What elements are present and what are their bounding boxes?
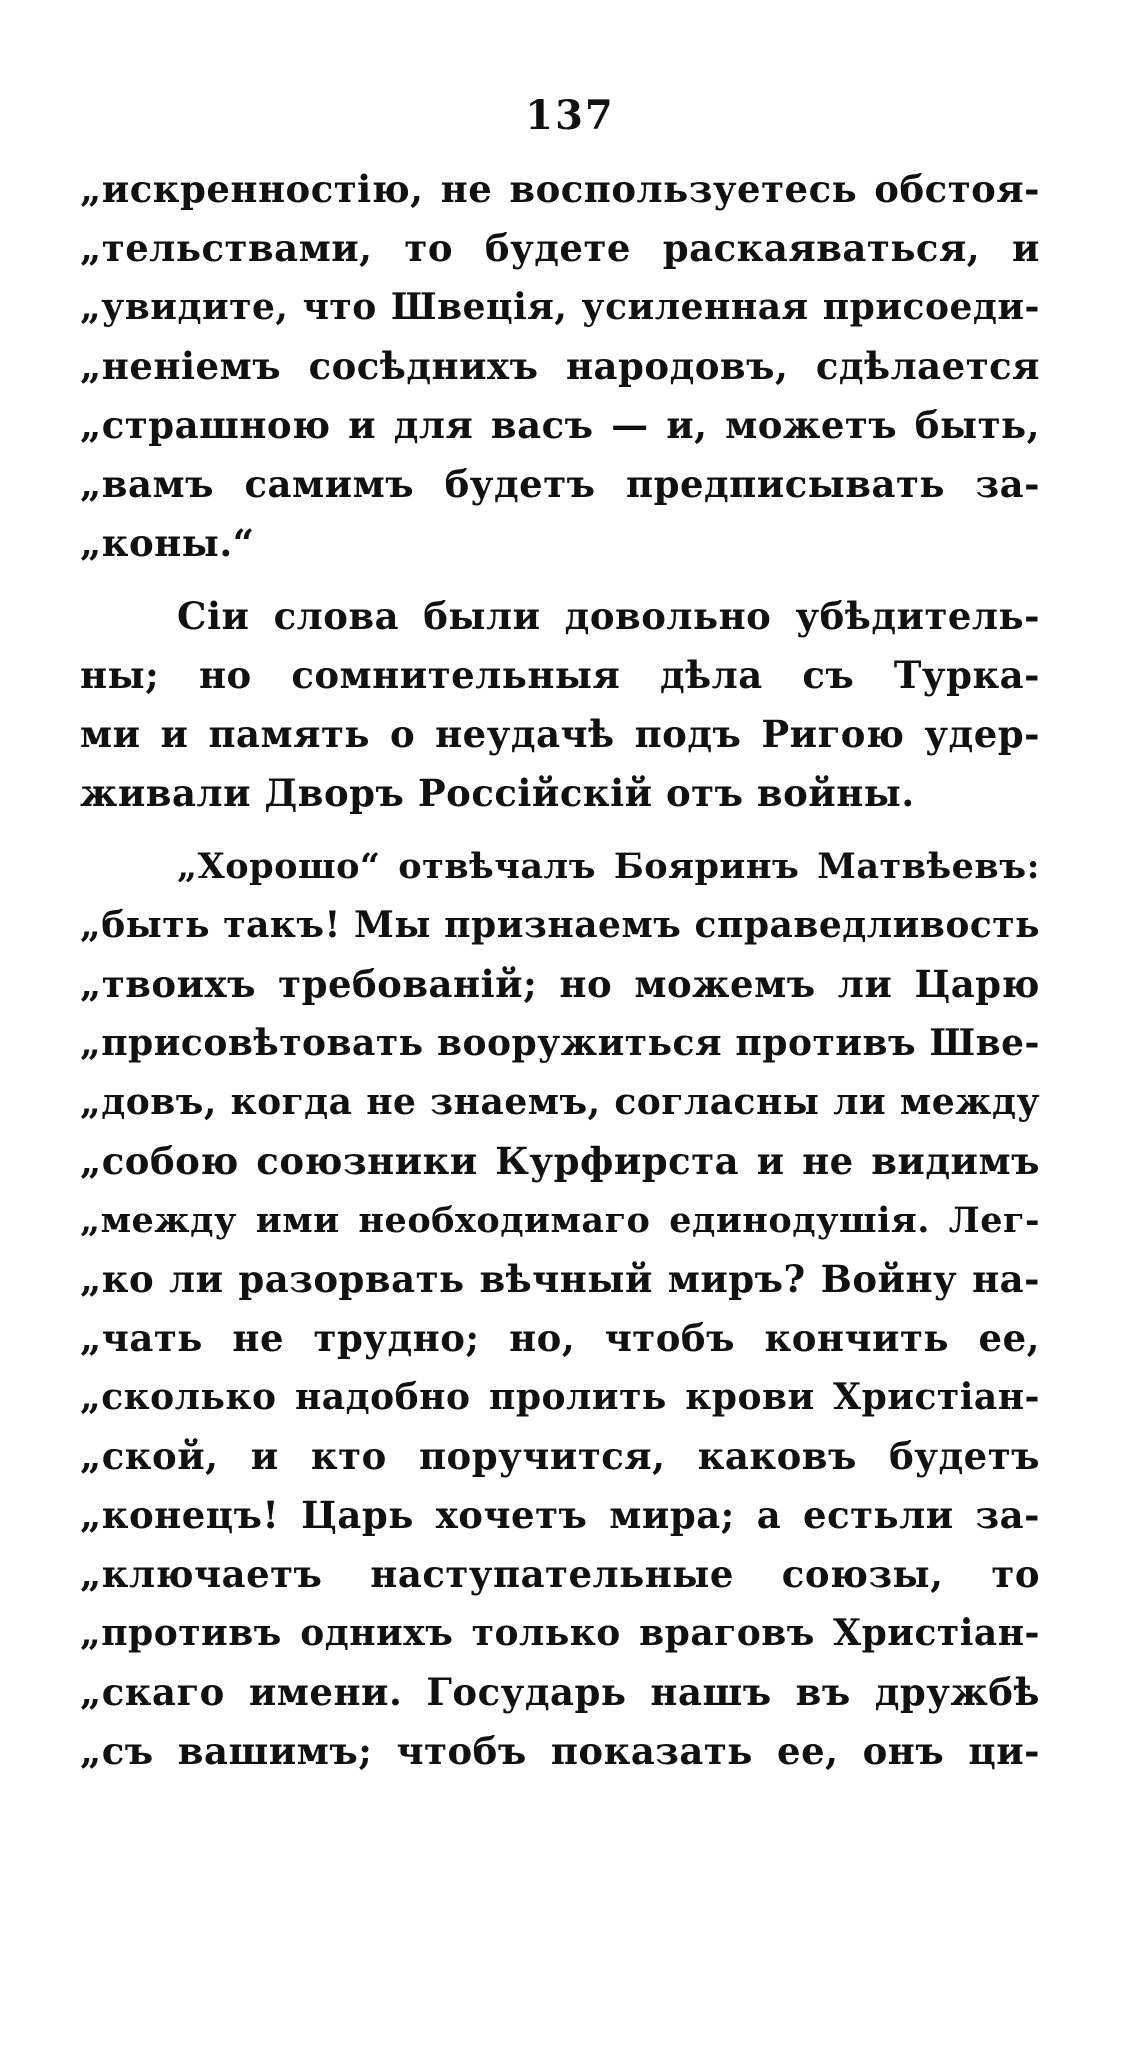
text-line: „противъ однихъ только враговъ Христіан- xyxy=(80,1612,1040,1654)
text-line: „довъ, когда не знаемъ, согласны ли между xyxy=(80,1081,1040,1123)
text-line: „вамъ самимъ будетъ предписывать за- xyxy=(80,462,1040,506)
page-number: 137 xyxy=(525,92,615,139)
page-text xyxy=(80,160,1040,1781)
paragraph-spacer xyxy=(80,823,1040,837)
text-line: „страшною и для васъ — и, можетъ быть, xyxy=(80,403,1040,447)
text-line: „конецъ! Царь хочетъ мира; а естьли за- xyxy=(80,1493,1040,1537)
text-line: „присовѣтовать вооружиться противъ Шве- xyxy=(80,1022,1040,1064)
text-line: „сколько надобно пролить крови Христіан- xyxy=(80,1376,1040,1418)
text-line: „ключаетъ наступательные союзы, то xyxy=(80,1552,1040,1596)
paragraph-spacer xyxy=(80,573,1040,587)
text-line: „увидите, что Швеція, усиленная присоеди- xyxy=(80,286,1040,328)
text-line: „неніемъ сосѣднихъ народовъ, сдѣлается xyxy=(80,344,1040,388)
text-line: „съ вашимъ; чтобъ показать ее, онъ ци- xyxy=(80,1729,1040,1773)
text-line: „тельствами, то будете раскаяваться, и xyxy=(80,226,1040,270)
text-line: ны; но сомнительныя дѣла съ Турка- xyxy=(80,653,1040,697)
paragraph xyxy=(80,587,1040,823)
text-line: ми и память о неудачѣ подъ Ригою удер- xyxy=(80,712,1040,756)
text-line: „ской, и кто поручится, каковъ будетъ xyxy=(80,1434,1040,1478)
text-line: „скаго имени. Государь нашъ въ дружбѣ xyxy=(80,1670,1040,1714)
text-line: „коны.“ xyxy=(80,521,255,565)
text-line: „быть такъ! Мы признаемъ справедливость xyxy=(80,904,1040,946)
text-line: „чать не трудно; но, чтобъ кончить ее, xyxy=(80,1316,1040,1360)
text-line: „искренностію, не воспользуетесь обстоя- xyxy=(80,167,1040,211)
text-line: „собою союзники Курфирста и не видимъ xyxy=(80,1139,1040,1183)
paragraph xyxy=(80,160,1040,573)
paragraph xyxy=(80,837,1040,1781)
text-line: Сіи слова были довольно убѣдитель- xyxy=(177,594,1040,638)
text-line: „между ими необходимаго единодушія. Лег- xyxy=(80,1200,1040,1241)
text-line: „Хорошо“ отвѣчалъ Бояринъ Матвѣевъ: xyxy=(177,846,1040,887)
text-line: живали Дворъ Россійскій отъ войны. xyxy=(80,771,915,815)
text-line: „ко ли разорвать вѣчный миръ? Войну на- xyxy=(80,1257,1040,1301)
text-line: „твоихъ требованій; но можемъ ли Царю xyxy=(80,962,1040,1006)
